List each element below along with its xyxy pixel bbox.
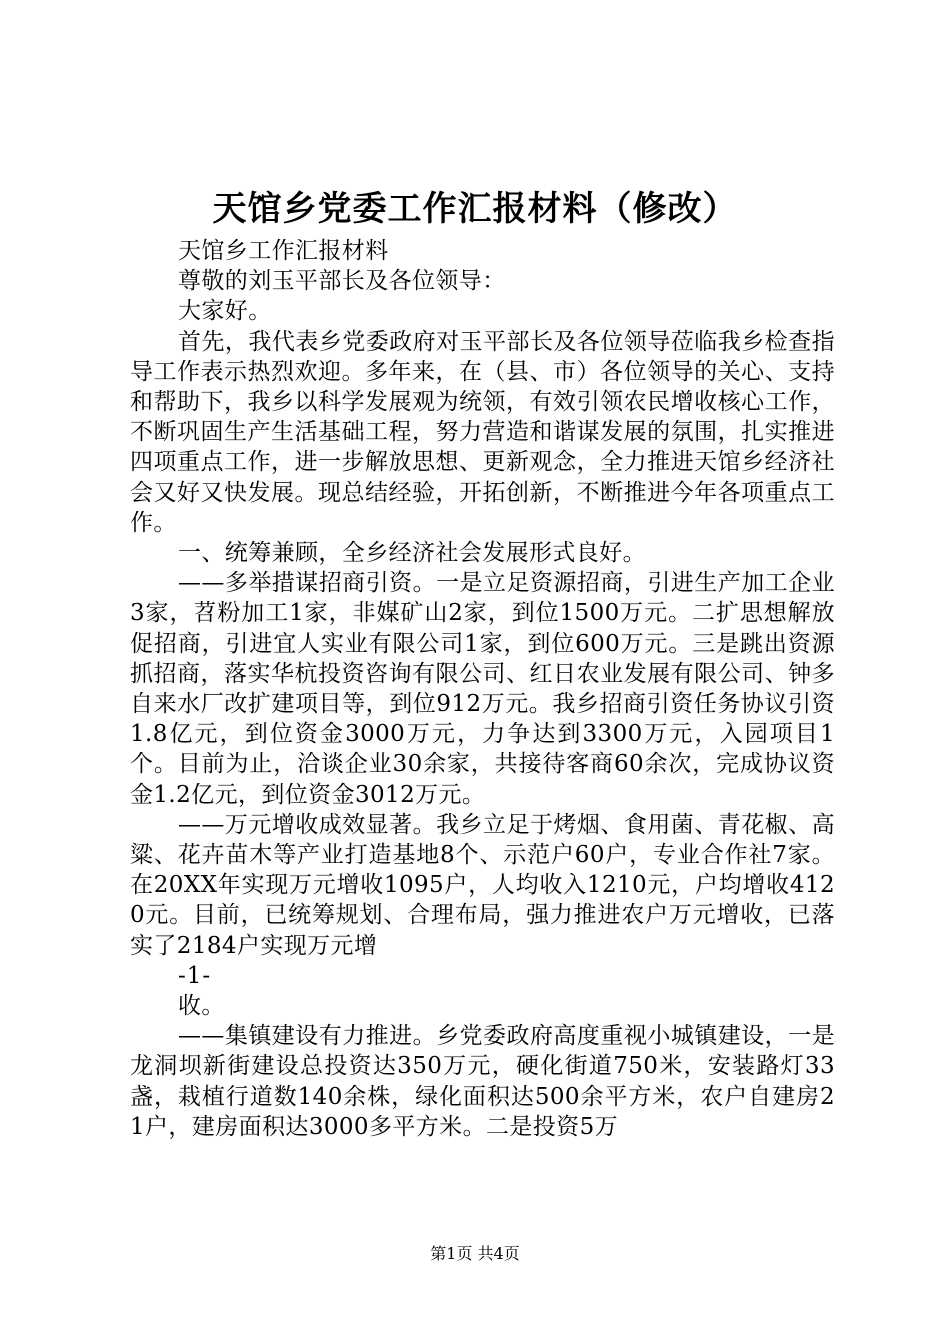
paragraph-town-construction: ——集镇建设有力推进。乡党委政府高度重视小城镇建设，一是龙洞坝新街建设总投资达350万元，硬化街道750米，安装路灯33盏，栽植行道数140余株，绿化面积达500余平方米，农户自建房21户，建房面积达3000多平方米。二是投资5万	[130, 1023, 835, 1140]
paragraph-salutation: 尊敬的刘玉平部长及各位领导：	[178, 268, 506, 295]
paragraph-introduction: 首先，我代表乡党委政府对玉平部长及各位领导莅临我乡检查指导工作表示热烈欢迎。多年来，在（县、市）各位领导的关心、支持和帮助下，我乡以科学发展观为统领，有效引领农民增收核心工作，不断巩固生产生活基础工程，努力营造和谐谋发展的氛围，扎实推进四项重点工作，进一步解放思想、更新观念，全力推进天馆乡经济社会又好又快发展。现总结经验，开拓创新，不断推进今年各项重点工作。	[130, 328, 835, 536]
section-heading-one: 一、统筹兼顾，全乡经济社会发展形式良好。	[178, 540, 646, 567]
inline-page-marker: -1-	[178, 962, 212, 989]
paragraph-heading: 天馆乡工作汇报材料	[178, 238, 389, 264]
document-body	[130, 236, 835, 1142]
paragraph-continuation: 收。	[178, 993, 225, 1020]
paragraph-greeting: 大家好。	[178, 298, 272, 325]
paragraph-income: ——万元增收成效显著。我乡立足于烤烟、食用菌、青花椒、高粱、花卉苗木等产业打造基地8个、示范户60户，专业合作社7家。在20XX年实现万元增收1095户，人均收入1210元，户均增收4120元。目前，已统筹规划、合理布局，强力推进农户万元增收，已落实了2184户实现万元增	[130, 811, 835, 959]
paragraph-investment: ——多举措谋招商引资。一是立足资源招商，引进生产加工企业3家，苕粉加工1家，非媒矿山2家，到位1500万元。二扩思想解放促招商，引进宜人实业有限公司1家，到位600万元。三是跳出资源抓招商，落实华杭投资咨询有限公司、红日农业发展有限公司、钟多自来水厂改扩建项目等，到位912万元。我乡招商引资任务协议引资1.8亿元，到位资金3000万元，力争达到3300万元，入园项目1个。目前为止，洽谈企业30余家，共接待客商60余次，完成协议资金1.2亿元，到位资金3012万元。	[130, 570, 835, 808]
document-title: 天馆乡党委工作汇报材料（修改）	[212, 189, 738, 229]
page-footer: 第1页 共4页	[430, 1244, 520, 1263]
